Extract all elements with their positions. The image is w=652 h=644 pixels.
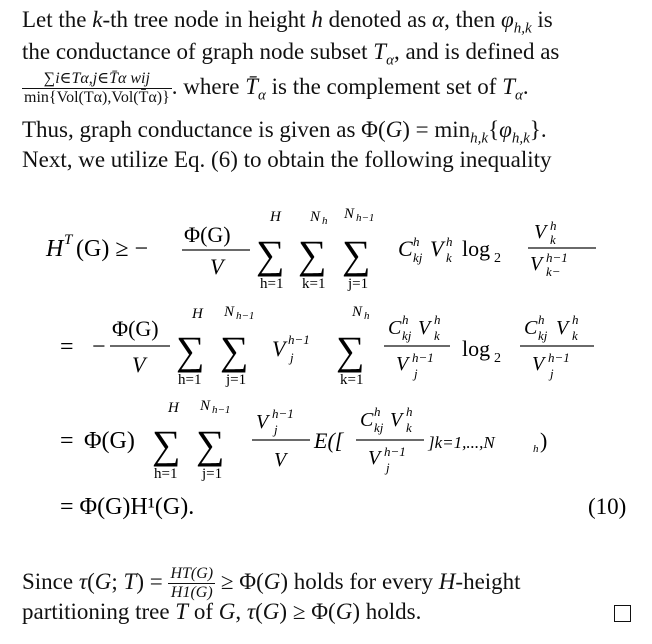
V-term: V xyxy=(272,336,286,361)
sum-limit-Nh1-sub: h−1 xyxy=(236,310,255,322)
math-subscript: h,k xyxy=(470,130,489,147)
C-term: C xyxy=(398,236,413,261)
V-sup: h xyxy=(406,404,413,419)
C-sub: kj xyxy=(402,328,412,343)
phi-G-numerator: Φ(G) xyxy=(112,316,159,341)
V-num-sup: h xyxy=(550,218,557,233)
text: ( xyxy=(255,599,263,624)
C-sup: h xyxy=(402,312,409,327)
V-frac-num: V xyxy=(534,221,547,243)
text: . where xyxy=(171,73,246,99)
sum-limit-Nh: N xyxy=(310,209,321,225)
paragraph-line-3 xyxy=(22,70,529,109)
text: -height xyxy=(455,568,521,594)
C-sup: h xyxy=(538,312,545,327)
text: Let the xyxy=(22,7,93,32)
V-frac-den: V xyxy=(396,353,409,375)
math-G: G xyxy=(385,117,403,142)
sum-lower-h: h=1 xyxy=(154,466,178,482)
V-sub: j xyxy=(290,350,294,365)
sum-limit-Nh1-sub: h−1 xyxy=(212,404,231,416)
V-num-sup: h−1 xyxy=(272,406,294,421)
V-term: V xyxy=(556,317,569,339)
sum-limit-Nh-sub: h xyxy=(364,310,370,322)
V-den-sup: h−1 xyxy=(548,350,570,365)
equals-sign: = xyxy=(60,334,74,360)
conductance-fraction xyxy=(22,70,172,107)
math-G: G xyxy=(262,599,280,624)
text: is xyxy=(531,7,553,32)
text: ) = xyxy=(136,568,169,594)
math-tau: τ xyxy=(246,599,256,624)
sum-limit-Nh1-sub: h−1 xyxy=(356,212,375,224)
math-phi: φ xyxy=(500,7,514,32)
equation-row-2 xyxy=(60,304,594,388)
math-G: G xyxy=(263,568,281,594)
sum-sign: ∑ xyxy=(196,422,225,467)
calligraphic-H: H xyxy=(46,236,64,262)
math-T: T xyxy=(502,73,515,99)
text: of xyxy=(188,599,219,624)
math-subscript: α xyxy=(257,87,266,104)
C-sub: kj xyxy=(413,250,423,265)
text: ) = min xyxy=(402,117,471,142)
equation-10 xyxy=(0,196,652,536)
sum-sign: ∑ xyxy=(176,328,205,373)
minus-sign: − xyxy=(92,334,106,360)
expectation-E: E([ xyxy=(314,428,344,453)
text: ) ≥ Φ( xyxy=(279,599,336,624)
sum-lower-j: j=1 xyxy=(226,372,247,388)
fraction-denominator: H1(G) xyxy=(170,584,213,601)
sum-lower-k: k=1 xyxy=(302,276,326,292)
math-H: H xyxy=(438,568,456,594)
V-sup: h−1 xyxy=(288,332,310,347)
tau-fraction xyxy=(168,565,215,602)
text: , xyxy=(235,599,247,624)
sum-sign: ∑ xyxy=(298,232,327,277)
paragraph-line-5: Next, we utilize Eq. (6) to obtain the following inequality xyxy=(22,147,552,172)
V-frac-den: V xyxy=(368,447,381,469)
log-label: log xyxy=(462,236,491,261)
V-den-sup: h−1 xyxy=(546,250,568,265)
C-term: C xyxy=(360,409,374,431)
index-range: ]k=1,...,N xyxy=(428,433,495,452)
V-sub: k xyxy=(572,328,578,343)
C-term: C xyxy=(388,317,402,339)
text: denoted as xyxy=(322,7,433,32)
V-den-sub: j xyxy=(414,366,418,381)
sum-sign: ∑ xyxy=(220,328,249,373)
V-denominator: V xyxy=(132,352,146,377)
conclusion-line-1 xyxy=(22,565,521,602)
math-k: k xyxy=(92,7,103,32)
math-subscript: h,k xyxy=(511,130,530,147)
text: }. xyxy=(529,117,547,142)
sum-lower-h: h=1 xyxy=(178,372,202,388)
math-G: G xyxy=(335,599,353,624)
sum-limit-Nh1: N xyxy=(200,398,211,414)
final-result: = Φ(G)H¹(G). xyxy=(60,494,195,520)
text: is the complement set of xyxy=(265,73,503,99)
fraction-denominator: min{Vol(Tα),Vol(T̄α)} xyxy=(24,89,170,106)
text: the conductance of graph node subset xyxy=(22,39,374,64)
V-sup: h xyxy=(572,312,579,327)
V-den-sub: j xyxy=(386,460,390,475)
math-T: T xyxy=(373,39,387,64)
C-sup: h xyxy=(413,234,420,249)
V-denominator: V xyxy=(210,254,224,279)
sum-sign: ∑ xyxy=(336,328,365,373)
equation-row-3 xyxy=(60,398,547,482)
V-sub: k xyxy=(446,250,452,265)
text: ) holds. xyxy=(352,599,422,624)
text: -th tree node in height xyxy=(102,7,312,32)
V-frac-num: V xyxy=(256,411,269,433)
math-h: h xyxy=(311,7,323,32)
math-T: T xyxy=(123,568,137,594)
V-term: V xyxy=(430,236,444,261)
fraction-numerator: ∑i∈Tα,j∈T̄α wij xyxy=(22,70,172,89)
sum-limit-Nh: N xyxy=(352,304,363,320)
sum-lower-k: k=1 xyxy=(340,372,364,388)
V-den-sup: h−1 xyxy=(412,350,434,365)
sum-limit-Nh1: N xyxy=(344,206,355,222)
text: { xyxy=(488,117,500,142)
C-sup: h xyxy=(374,404,381,419)
equation-number: (10) xyxy=(588,494,627,519)
text: ; xyxy=(111,568,124,594)
text: partitioning tree xyxy=(22,599,176,624)
V-num-sub: j xyxy=(274,422,278,437)
V-frac-den: V xyxy=(532,353,545,375)
math-T: T xyxy=(175,599,189,624)
conclusion-line-2 xyxy=(22,598,421,626)
phi-G: Φ(G) xyxy=(84,428,135,454)
sum-lower-h: h=1 xyxy=(260,276,284,292)
sum-sign: ∑ xyxy=(152,422,181,467)
text: ≥ Φ( xyxy=(215,568,264,594)
text: . xyxy=(522,73,529,99)
sum-lower-j: j=1 xyxy=(202,466,223,482)
C-sub: kj xyxy=(538,328,548,343)
V-denominator: V xyxy=(274,449,287,471)
math-alpha: α xyxy=(432,7,445,32)
V-term: V xyxy=(418,317,431,339)
sum-limit-H: H xyxy=(192,306,203,322)
sum-limit-H: H xyxy=(270,209,281,225)
sum-limit-Nh-sub: h xyxy=(322,215,328,227)
text: ) holds for every xyxy=(280,568,439,594)
lhs-argument: (G) ≥ − xyxy=(76,236,149,262)
log-base: 2 xyxy=(494,351,501,366)
math-G: G xyxy=(218,599,236,624)
V-den-sub: k− xyxy=(546,264,561,279)
equals-sign: = xyxy=(60,428,74,454)
log-base: 2 xyxy=(494,251,501,266)
sum-limit-H: H xyxy=(168,400,179,416)
sum-limit-Nh1: N xyxy=(224,304,235,320)
math-tau: τ xyxy=(78,568,88,594)
text: ( xyxy=(87,568,95,594)
V-den-sub: j xyxy=(550,366,554,381)
equation-row-1 xyxy=(45,206,596,292)
math-T-bar: T̄ xyxy=(245,73,258,99)
qed-square-icon xyxy=(614,605,631,622)
V-frac-den: V xyxy=(530,253,543,275)
C-sub: kj xyxy=(374,420,384,435)
close-paren: ) xyxy=(540,428,548,453)
phi-G-numerator: Φ(G) xyxy=(184,222,231,247)
fraction-numerator: HT(G) xyxy=(170,565,214,582)
math-G: G xyxy=(94,568,112,594)
text: , then xyxy=(444,7,501,32)
V-num-sub: k xyxy=(550,232,556,247)
log-label: log xyxy=(462,336,491,361)
index-range-sub: h xyxy=(533,443,539,455)
V-term: V xyxy=(390,409,403,431)
sum-sign: ∑ xyxy=(342,232,371,277)
math-subscript: α xyxy=(386,52,394,69)
V-sub: k xyxy=(406,420,412,435)
V-sub: k xyxy=(434,328,440,343)
text: Since xyxy=(22,568,79,594)
V-sup: h xyxy=(446,234,453,249)
C-term: C xyxy=(524,317,538,339)
V-den-sup: h−1 xyxy=(384,444,406,459)
sum-lower-j: j=1 xyxy=(348,276,369,292)
text: , and is defined as xyxy=(393,39,560,64)
text: Thus, graph conductance is given as Φ( xyxy=(22,117,386,142)
sum-sign: ∑ xyxy=(256,232,285,277)
V-sup: h xyxy=(434,312,441,327)
equation-row-4 xyxy=(60,494,626,520)
math-subscript: α xyxy=(515,87,523,104)
math-phi: φ xyxy=(499,117,512,142)
superscript-T: T xyxy=(64,232,73,248)
math-subscript: h,k xyxy=(513,20,532,37)
